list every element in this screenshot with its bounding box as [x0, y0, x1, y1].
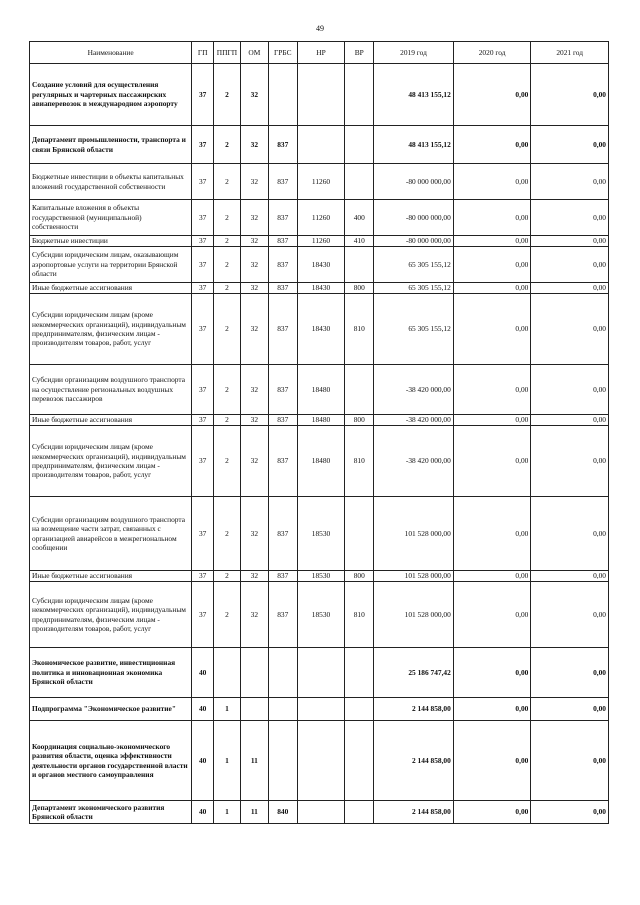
- cell-vr: [345, 64, 374, 126]
- table-row: [30, 571, 609, 582]
- cell-gp: 37: [192, 164, 214, 200]
- cell-gp: 40: [192, 721, 214, 801]
- cell-gp: 37: [192, 283, 214, 294]
- cell-gp: 40: [192, 801, 214, 824]
- column-header: 2020 год: [453, 42, 531, 64]
- cell-gp: 37: [192, 200, 214, 236]
- cell-2021: 0,00: [531, 126, 609, 164]
- cell-2021: 0,00: [531, 426, 609, 497]
- table-row: [30, 648, 609, 698]
- cell-nr: [297, 698, 345, 721]
- cell-2020: 0,00: [453, 721, 531, 801]
- cell-grbs: 837: [268, 200, 297, 236]
- cell-2020: 0,00: [453, 497, 531, 571]
- cell-2019: -80 000 000,00: [374, 200, 454, 236]
- cell-ppgp: 2: [214, 126, 241, 164]
- cell-ppgp: 2: [214, 571, 241, 582]
- cell-2021: 0,00: [531, 801, 609, 824]
- cell-gp: 37: [192, 571, 214, 582]
- cell-name: Субсидии юридическим лицам (кроме некоммерческих организаций), индивидуальным предпринимателям, физическим лицам - производителям товаров, работ, услуг: [30, 294, 192, 365]
- cell-2019: -38 420 000,00: [374, 365, 454, 415]
- cell-2020: 0,00: [453, 126, 531, 164]
- cell-gp: 40: [192, 698, 214, 721]
- cell-2019: 101 528 000,00: [374, 497, 454, 571]
- cell-vr: [345, 721, 374, 801]
- cell-gp: 37: [192, 426, 214, 497]
- cell-vr: [345, 126, 374, 164]
- cell-om: 32: [240, 497, 268, 571]
- cell-2020: 0,00: [453, 283, 531, 294]
- cell-2021: 0,00: [531, 200, 609, 236]
- cell-om: 11: [240, 721, 268, 801]
- cell-vr: [345, 698, 374, 721]
- cell-2020: 0,00: [453, 200, 531, 236]
- cell-nr: [297, 801, 345, 824]
- cell-2019: 101 528 000,00: [374, 582, 454, 648]
- cell-nr: 18480: [297, 426, 345, 497]
- column-header: 2019 год: [374, 42, 454, 64]
- cell-name: Иные бюджетные ассигнования: [30, 415, 192, 426]
- column-header: НР: [297, 42, 345, 64]
- cell-2019: 65 305 155,12: [374, 294, 454, 365]
- cell-nr: [297, 648, 345, 698]
- cell-2019: 48 413 155,12: [374, 64, 454, 126]
- cell-om: 32: [240, 571, 268, 582]
- cell-grbs: 837: [268, 571, 297, 582]
- cell-ppgp: 2: [214, 365, 241, 415]
- table-row: [30, 415, 609, 426]
- cell-nr: 18530: [297, 497, 345, 571]
- cell-gp: 37: [192, 236, 214, 247]
- cell-ppgp: 2: [214, 582, 241, 648]
- cell-grbs: 837: [268, 247, 297, 283]
- cell-name: Бюджетные инвестиции в объекты капитальных вложений государственной собственности: [30, 164, 192, 200]
- cell-om: [240, 648, 268, 698]
- table-row: [30, 365, 609, 415]
- cell-gp: 37: [192, 582, 214, 648]
- cell-vr: [345, 365, 374, 415]
- table-row: [30, 200, 609, 236]
- cell-grbs: 837: [268, 283, 297, 294]
- cell-2021: 0,00: [531, 365, 609, 415]
- cell-2020: 0,00: [453, 365, 531, 415]
- cell-nr: 18530: [297, 571, 345, 582]
- cell-2021: 0,00: [531, 64, 609, 126]
- cell-name: Департамент промышленности, транспорта и связи Брянской области: [30, 126, 192, 164]
- cell-nr: 11260: [297, 164, 345, 200]
- cell-2021: 0,00: [531, 497, 609, 571]
- cell-2020: 0,00: [453, 648, 531, 698]
- cell-grbs: 837: [268, 415, 297, 426]
- page-number: 49: [316, 24, 324, 33]
- cell-2020: 0,00: [453, 294, 531, 365]
- cell-2020: 0,00: [453, 164, 531, 200]
- cell-gp: 37: [192, 365, 214, 415]
- cell-vr: 810: [345, 426, 374, 497]
- cell-ppgp: 2: [214, 247, 241, 283]
- cell-2021: 0,00: [531, 698, 609, 721]
- cell-nr: 11260: [297, 236, 345, 247]
- table-row: [30, 497, 609, 571]
- cell-2019: -38 420 000,00: [374, 426, 454, 497]
- cell-ppgp: 2: [214, 497, 241, 571]
- cell-om: 32: [240, 582, 268, 648]
- cell-ppgp: 2: [214, 426, 241, 497]
- cell-name: Создание условий для осуществления регулярных и чартерных пассажирских авиаперевозок в международном аэропорту: [30, 64, 192, 126]
- cell-ppgp: 1: [214, 801, 241, 824]
- cell-nr: 18480: [297, 365, 345, 415]
- cell-ppgp: 2: [214, 415, 241, 426]
- column-header: ВР: [345, 42, 374, 64]
- cell-vr: [345, 247, 374, 283]
- cell-name: Подпрограмма "Экономическое развитие": [30, 698, 192, 721]
- cell-grbs: [268, 698, 297, 721]
- cell-grbs: [268, 64, 297, 126]
- cell-2020: 0,00: [453, 801, 531, 824]
- cell-vr: [345, 801, 374, 824]
- cell-2019: -80 000 000,00: [374, 236, 454, 247]
- table-row: [30, 164, 609, 200]
- cell-name: Бюджетные инвестиции: [30, 236, 192, 247]
- cell-om: 32: [240, 64, 268, 126]
- column-header: ППГП: [214, 42, 241, 64]
- cell-2019: 2 144 858,00: [374, 801, 454, 824]
- cell-2019: 101 528 000,00: [374, 571, 454, 582]
- cell-ppgp: 2: [214, 236, 241, 247]
- table-row: [30, 236, 609, 247]
- cell-2019: -80 000 000,00: [374, 164, 454, 200]
- cell-2019: 2 144 858,00: [374, 698, 454, 721]
- cell-gp: 37: [192, 497, 214, 571]
- cell-vr: [345, 497, 374, 571]
- cell-gp: 37: [192, 415, 214, 426]
- cell-name: Субсидии организациям воздушного транспорта на возмещение части затрат, связанных с организацией авиарейсов в межрегиональном сообщении: [30, 497, 192, 571]
- cell-2020: 0,00: [453, 247, 531, 283]
- cell-om: 32: [240, 126, 268, 164]
- table-row: [30, 721, 609, 801]
- cell-nr: [297, 721, 345, 801]
- table-row: [30, 426, 609, 497]
- cell-2021: 0,00: [531, 164, 609, 200]
- cell-om: 32: [240, 247, 268, 283]
- table-row: [30, 698, 609, 721]
- cell-om: 32: [240, 294, 268, 365]
- cell-2021: 0,00: [531, 247, 609, 283]
- cell-2021: 0,00: [531, 582, 609, 648]
- cell-name: Капитальные вложения в объекты государственной (муниципальной) собственности: [30, 200, 192, 236]
- table-row: [30, 582, 609, 648]
- cell-grbs: 840: [268, 801, 297, 824]
- cell-om: 32: [240, 200, 268, 236]
- cell-ppgp: 2: [214, 200, 241, 236]
- cell-vr: 800: [345, 571, 374, 582]
- cell-2021: 0,00: [531, 415, 609, 426]
- cell-2019: 48 413 155,12: [374, 126, 454, 164]
- cell-nr: 18530: [297, 582, 345, 648]
- cell-ppgp: 2: [214, 283, 241, 294]
- cell-2020: 0,00: [453, 582, 531, 648]
- cell-vr: 810: [345, 582, 374, 648]
- cell-vr: 810: [345, 294, 374, 365]
- header-row: [30, 42, 609, 64]
- cell-vr: 800: [345, 283, 374, 294]
- cell-2019: 65 305 155,12: [374, 247, 454, 283]
- table-row: [30, 247, 609, 283]
- cell-name: Координация социально-экономического развития области, оценка эффективности деятельности органов государственной власти и органов местного самоуправления: [30, 721, 192, 801]
- cell-ppgp: 2: [214, 164, 241, 200]
- cell-grbs: [268, 648, 297, 698]
- cell-2021: 0,00: [531, 294, 609, 365]
- table-row: [30, 64, 609, 126]
- cell-name: Субсидии организациям воздушного транспорта на осуществление региональных воздушных перевозок пассажиров: [30, 365, 192, 415]
- cell-2021: 0,00: [531, 283, 609, 294]
- column-header: Наименование: [30, 42, 192, 64]
- cell-grbs: 837: [268, 164, 297, 200]
- cell-name: Иные бюджетные ассигнования: [30, 283, 192, 294]
- cell-2019: 2 144 858,00: [374, 721, 454, 801]
- cell-ppgp: 1: [214, 698, 241, 721]
- cell-nr: 18430: [297, 247, 345, 283]
- column-header: ГРБС: [268, 42, 297, 64]
- cell-om: [240, 698, 268, 721]
- cell-grbs: 837: [268, 365, 297, 415]
- cell-grbs: 837: [268, 497, 297, 571]
- column-header: 2021 год: [531, 42, 609, 64]
- cell-nr: [297, 126, 345, 164]
- cell-nr: 18430: [297, 294, 345, 365]
- cell-name: Субсидии юридическим лицам (кроме некоммерческих организаций), индивидуальным предпринимателям, физическим лицам - производителям товаров, работ, услуг: [30, 426, 192, 497]
- cell-2021: 0,00: [531, 721, 609, 801]
- cell-gp: 37: [192, 64, 214, 126]
- cell-om: 11: [240, 801, 268, 824]
- cell-2020: 0,00: [453, 571, 531, 582]
- cell-name: Департамент экономического развития Брянской области: [30, 801, 192, 824]
- table-row: [30, 126, 609, 164]
- cell-2019: -38 420 000,00: [374, 415, 454, 426]
- cell-om: 32: [240, 365, 268, 415]
- cell-ppgp: 1: [214, 721, 241, 801]
- cell-om: 32: [240, 415, 268, 426]
- cell-vr: 410: [345, 236, 374, 247]
- cell-nr: 18430: [297, 283, 345, 294]
- table-row: [30, 283, 609, 294]
- cell-om: 32: [240, 426, 268, 497]
- cell-2021: 0,00: [531, 648, 609, 698]
- column-header: ГП: [192, 42, 214, 64]
- cell-ppgp: 2: [214, 294, 241, 365]
- cell-om: 32: [240, 164, 268, 200]
- cell-2020: 0,00: [453, 236, 531, 247]
- cell-2020: 0,00: [453, 698, 531, 721]
- cell-2020: 0,00: [453, 426, 531, 497]
- cell-vr: 400: [345, 200, 374, 236]
- cell-grbs: 837: [268, 236, 297, 247]
- cell-grbs: 837: [268, 582, 297, 648]
- cell-om: 32: [240, 283, 268, 294]
- cell-name: Иные бюджетные ассигнования: [30, 571, 192, 582]
- table-row: [30, 801, 609, 824]
- cell-2021: 0,00: [531, 236, 609, 247]
- cell-grbs: 837: [268, 426, 297, 497]
- table-row: [30, 294, 609, 365]
- cell-grbs: 837: [268, 126, 297, 164]
- cell-nr: 11260: [297, 200, 345, 236]
- cell-vr: [345, 648, 374, 698]
- cell-gp: 37: [192, 294, 214, 365]
- cell-nr: 18480: [297, 415, 345, 426]
- cell-ppgp: 2: [214, 64, 241, 126]
- cell-gp: 37: [192, 247, 214, 283]
- cell-name: Субсидии юридическим лицам (кроме некоммерческих организаций), индивидуальным предпринимателям, физическим лицам - производителям товаров, работ, услуг: [30, 582, 192, 648]
- cell-grbs: 837: [268, 294, 297, 365]
- cell-ppgp: [214, 648, 241, 698]
- cell-gp: 37: [192, 126, 214, 164]
- cell-2021: 0,00: [531, 571, 609, 582]
- cell-name: Субсидии юридическим лицам, оказывающим аэропортовые услуги на территории Брянской области: [30, 247, 192, 283]
- budget-table: [29, 41, 609, 824]
- cell-nr: [297, 64, 345, 126]
- cell-gp: 40: [192, 648, 214, 698]
- cell-vr: 800: [345, 415, 374, 426]
- cell-2019: 25 186 747,42: [374, 648, 454, 698]
- cell-2020: 0,00: [453, 64, 531, 126]
- cell-om: 32: [240, 236, 268, 247]
- cell-name: Экономическое развитие, инвестиционная политика и инновационная экономика Брянской области: [30, 648, 192, 698]
- cell-2019: 65 305 155,12: [374, 283, 454, 294]
- column-header: ОМ: [240, 42, 268, 64]
- cell-2020: 0,00: [453, 415, 531, 426]
- cell-grbs: [268, 721, 297, 801]
- cell-vr: [345, 164, 374, 200]
